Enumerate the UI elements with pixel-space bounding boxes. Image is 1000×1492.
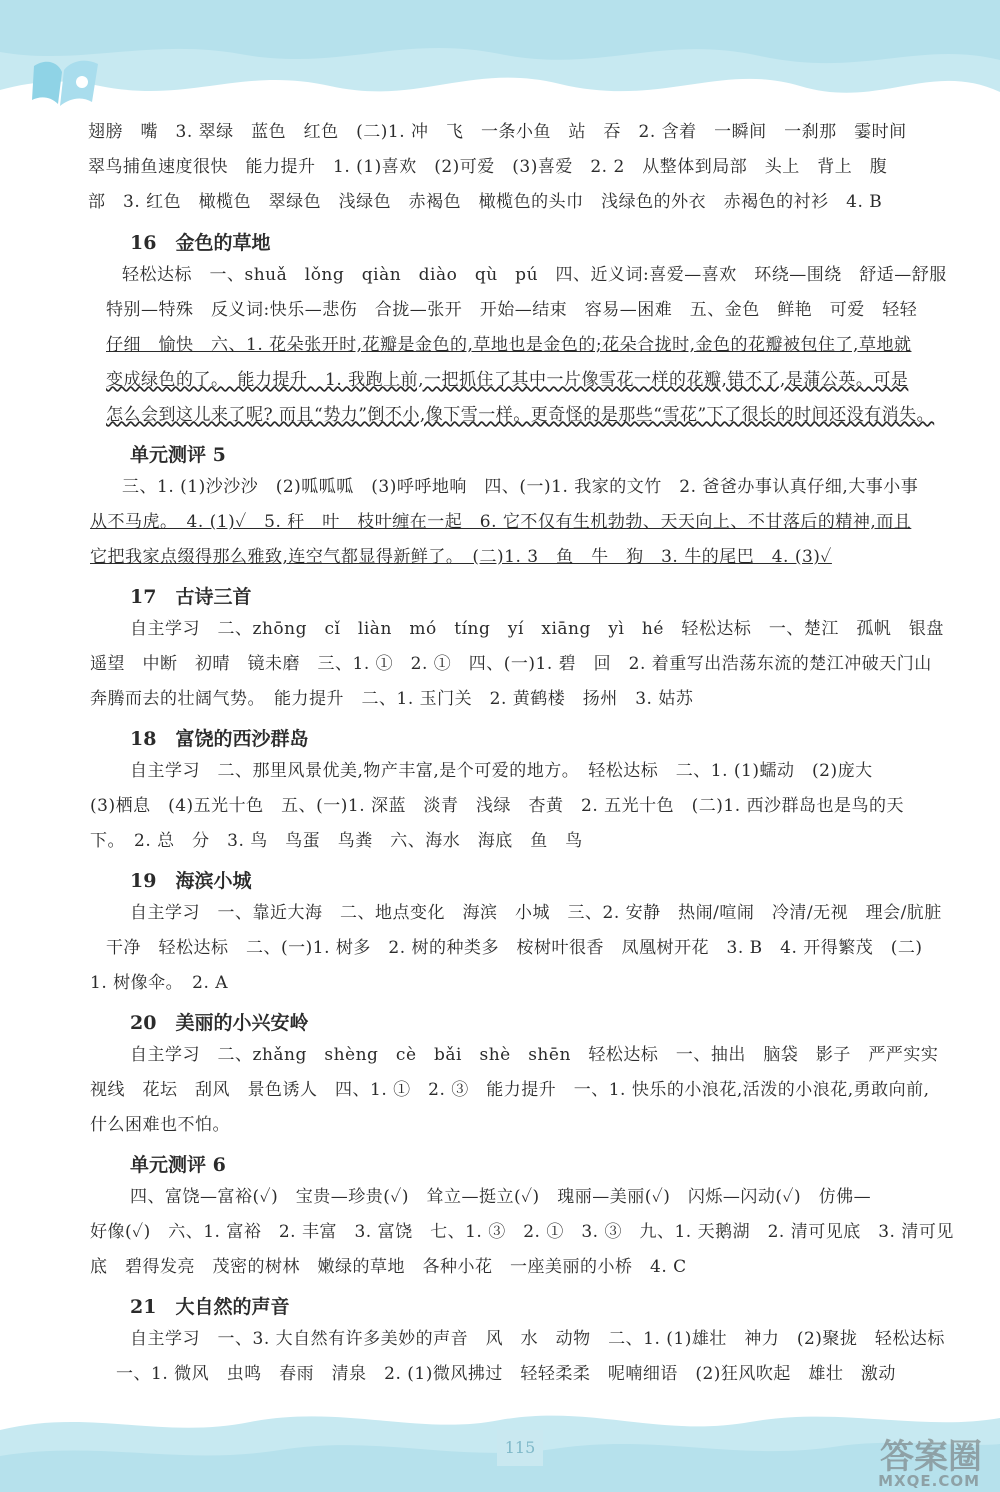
section-title: 20 美丽的小兴安岭 xyxy=(130,1012,309,1034)
page-number-tab: 115 xyxy=(497,1430,543,1466)
book-logo-icon xyxy=(28,52,108,112)
text-line: 三、1. (1)沙沙沙 (2)呱呱呱 (3)呼呼地响 四、(一)1. 我家的文竹 2. 爸爸办事认真仔细,大事小事 xyxy=(122,477,919,497)
text-line: 自主学习 二、zhōng cǐ liàn mó tíng yí xiāng yì hé 轻松达标 一、楚江 孤帆 银盘 xyxy=(130,619,944,639)
text-line: 遥望 中断 初晴 镜未磨 三、1. ① 2. ① 四、(一)1. 碧 回 2. 着重写出浩荡东流的楚江冲破天门山 xyxy=(90,654,932,674)
text-line: 翠鸟捕鱼速度很快 能力提升 1. (1)喜欢 (2)可爱 (3)喜爱 2. 2 从整体到局部 头上 背上 腹 xyxy=(88,157,888,177)
text-line: 自主学习 一、靠近大海 二、地点变化 海滨 小城 三、2. 安静 热闹/喧闹 冷清/无视 理会/肮脏 xyxy=(130,903,942,923)
text-line: 一、1. 微风 虫鸣 春雨 清泉 2. (1)微风拂过 轻轻柔柔 呢喃细语 (2)狂风吹起 雄壮 激动 xyxy=(116,1364,896,1384)
text-line: 自主学习 二、zhǎng shèng cè bǎi shè shēn 轻松达标 一、抽出 脑袋 影子 严严实实 xyxy=(130,1045,939,1065)
text-line: 下。 2. 总 分 3. 鸟 鸟蛋 鸟粪 六、海水 海底 鱼 鸟 xyxy=(90,831,583,851)
text-line: 视线 花坛 刮风 景色诱人 四、1. ① 2. ③ 能力提升 一、1. 快乐的小浪花,活泼的小浪花,勇敢向前, xyxy=(90,1080,930,1100)
text-line: 从不马虎。 4. (1)✓ 5. 秆 叶 枝叶缠在一起 6. 它不仅有生机勃勃、天天向上、不甘落后的精神,而且 xyxy=(90,512,912,532)
section-title: 17 古诗三首 xyxy=(130,586,252,608)
section-title: 单元测评 6 xyxy=(130,1154,226,1176)
section-title: 16 金色的草地 xyxy=(130,232,271,254)
section-title: 19 海滨小城 xyxy=(130,870,252,892)
text-line: 它把我家点缀得那么雅致,连空气都显得新鲜了。 (二)1. 3 鱼 牛 狗 3. 牛的尾巴 4. (3)✓ xyxy=(90,547,832,567)
text-line: 四、富饶—富裕(✓) 宝贵—珍贵(✓) 耸立—挺立(✓) 瑰丽—美丽(✓) 闪烁—闪动(✓) 仿佛— xyxy=(130,1187,872,1207)
text-line: 干净 轻松达标 二、(一)1. 树多 2. 树的种类多 桉树叶很香 凤凰树开花 3. B 4. 开得繁茂 (二) xyxy=(106,938,923,958)
text-line: 什么困难也不怕。 xyxy=(90,1115,230,1135)
watermark-logo: 答案圈 xyxy=(880,1437,982,1477)
section-title: 18 富饶的西沙群岛 xyxy=(130,728,309,750)
top-wave-decoration xyxy=(0,0,1000,120)
text-line: 自主学习 一、3. 大自然有许多美妙的声音 风 水 动物 二、1. (1)雄壮 神力 (2)聚拢 轻松达标 xyxy=(130,1329,945,1349)
text-line: 仔细 愉快 六、1. 花朵张开时,花瓣是金色的,草地也是金色的;花朵合拢时,金色的花瓣被包住了,草地就 xyxy=(106,335,912,355)
text-line: 部 3. 红色 橄榄色 翠绿色 浅绿色 赤褐色 橄榄色的头巾 浅绿色的外衣 赤褐色的衬衫 4. B xyxy=(88,192,883,212)
text-line: 轻松达标 一、shuǎ lǒng qiàn diào qù pú 四、近义词:喜爱—喜欢 环绕—围绕 舒适—舒服 xyxy=(122,265,947,285)
watermark-url: MXQE.COM xyxy=(878,1472,980,1490)
text-line: 底 碧得发亮 茂密的树林 嫩绿的草地 各种小花 一座美丽的小桥 4. C xyxy=(90,1257,687,1277)
text-line: 1. 树像伞。 2. A xyxy=(90,973,229,993)
section-title: 单元测评 5 xyxy=(130,444,226,466)
text-line: 怎么会到这儿来了呢? 而且“势力”倒不小,像下雪一样。更奇怪的是那些“雪花”下了很长的时间还没有消失。 xyxy=(106,405,935,425)
text-line: 奔腾而去的壮阔气势。 能力提升 二、1. 玉门关 2. 黄鹤楼 扬州 3. 姑苏 xyxy=(90,689,694,709)
text-line: 翅膀 嘴 3. 翠绿 蓝色 红色 (二)1. 冲 飞 一条小鱼 站 吞 2. 含着 一瞬间 一刹那 霎时间 xyxy=(88,122,907,142)
text-line: 好像(✓) 六、1. 富裕 2. 丰富 3. 富饶 七、1. ③ 2. ① 3. ③ 九、1. 天鹅湖 2. 清可见底 3. 清可见 xyxy=(90,1222,954,1242)
text-line: 变成绿色的了。 能力提升 1. 我跑上前,一把抓住了其中一片像雪花一样的花瓣,错不了,是蒲公英。可是 xyxy=(106,370,909,390)
section-title: 21 大自然的声音 xyxy=(130,1296,290,1318)
text-line: (3)栖息 (4)五光十色 五、(一)1. 深蓝 淡青 浅绿 杏黄 2. 五光十色 (二)1. 西沙群岛也是鸟的天 xyxy=(90,796,905,816)
text-line: 特别—特殊 反义词:快乐—悲伤 合拢—张开 开始—结束 容易—困难 五、金色 鲜艳 可爱 轻轻 xyxy=(106,300,918,320)
text-line: 自主学习 二、那里风景优美,物产丰富,是个可爱的地方。 轻松达标 二、1. (1)蠕动 (2)庞大 xyxy=(130,761,873,781)
